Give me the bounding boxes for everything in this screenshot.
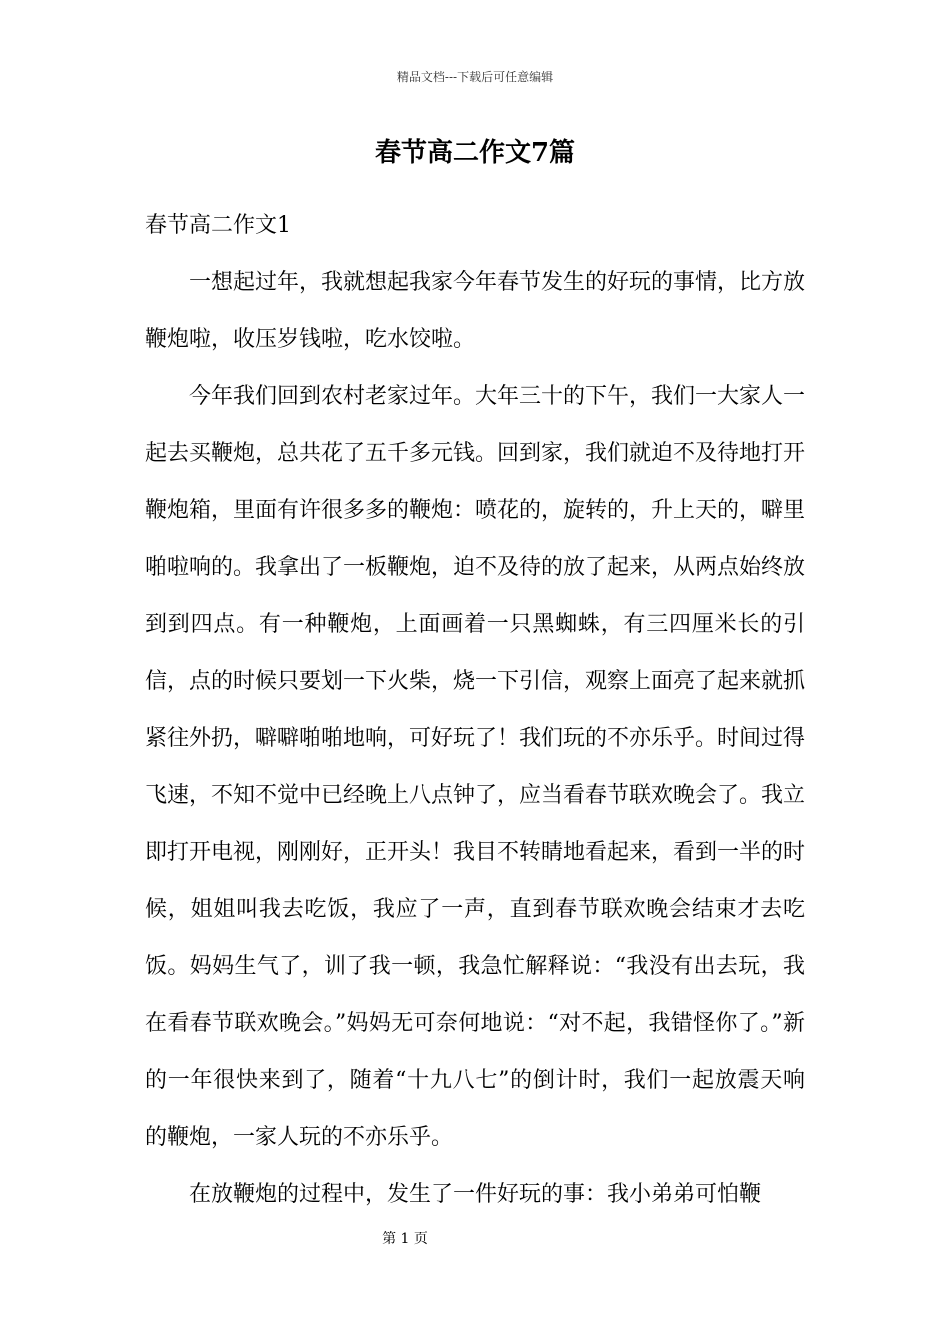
header-note: 精品文档---下载后可任意编辑: [396, 70, 554, 84]
document-title: 春节高二作文7篇: [374, 138, 576, 168]
essay-body: [145, 254, 805, 1223]
page-number: 第 1 页: [382, 1231, 428, 1247]
section-heading: 春节高二作文1: [145, 213, 291, 238]
paragraph-3: 在放鞭炮的过程中，发生了一件好玩的事：我小弟弟可怕鞭: [189, 1182, 762, 1207]
paragraph-1: 一想起过年，我就想起我家今年春节发生的好玩的事情，比方放鞭炮啦，收压岁钱啦，吃水饺啦。: [145, 270, 806, 352]
paragraph-2: 今年我们回到农村老家过年。大年三十的下午，我们一大家人一起去买鞭炮，总共花了五千多元钱。回到家，我们就迫不及待地打开鞭炮箱，里面有许很多多的鞭炮：喷花的，旋转的，升上天的，噼里啪啦响的。我拿出了一板鞭炮，迫不及待的放了起来，从两点始终放到到四点。有一种鞭炮，上面画着一只黑蜘蛛，有三四厘米长的引信，点的时候只要划一下火柴，烧一下引信，观察上面亮了起来就抓紧往外扔，噼噼啪啪地响，可好玩了！我们玩的不亦乐乎。时间过得飞速，不知不觉中已经晚上八点钟了，应当看春节联欢晚会了。我立即打开电视，刚刚好，正开头！我目不转睛地看起来，看到一半的时候，姐姐叫我去吃饭，我应了一声，直到春节联欢晚会结束才去吃饭。妈妈生气了，训了我一顿，我急忙解释说：“我没有出去玩，我在看春节联欢晚会。”妈妈无可奈何地说：“对不起，我错怪你了。”新的一年很快来到了，随着“十九八七”的倒计时，我们一起放震天响的鞭炮，一家人玩的不亦乐乎。: [145, 384, 806, 1150]
